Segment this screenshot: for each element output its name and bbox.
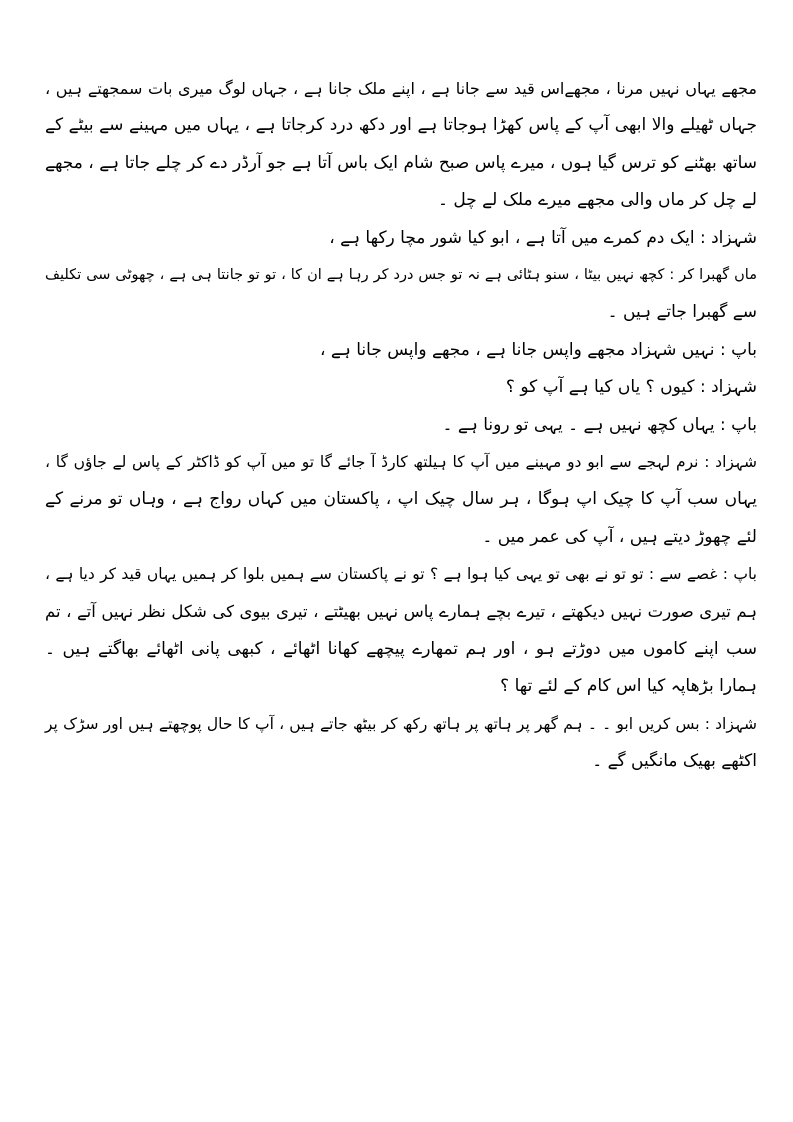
text-line-7: سے گھبرا جاتے ہیں ۔ [607,302,757,323]
text-line-9: شہزاد : کیوں ؟ یاں کیا ہے آپ کو ؟ [505,377,757,398]
text-line-6: ماں گھبرا کر : کچھ نہیں بیٹا ، سنو ہٹائی ہے نہ تو جس درد کر رہا ہے ان کا ، تو تو جانتا ہی ہے ، چھوٹی سی تکلیف [45,266,757,283]
text-line-12: یہاں سب آپ کا چیک اپ ہوگا ، ہر سال چیک اپ ، پاکستان میں کہاں رواج ہے ، وہاں تو مرنے کے [45,489,757,510]
text-line-1: مجھے یہاں نہیں مرنا ، مجھےاس قید سے جانا ہے ، اپنے ملک جانا ہے ، جہاں لوگ میری بات سمجھتے ہیں ، [45,79,757,98]
text-line-13: لئے چھوڑ دیتے ہیں ، آپ کی عمر میں ۔ [482,526,757,547]
text-line-17: ہمارا بڑھاپہ کیا اس کام کے لئے تھا ؟ [500,676,757,697]
text-line-16: سب اپنے کاموں میں دوڑتے ہو ، اور ہم تمھارے پیچھے کھانا اٹھائے ، کبھی پانی اٹھائے بھاگتے ہیں ۔ [45,638,757,659]
text-line-10: باپ : یہاں کچھ نہیں ہے ۔ یہی تو رونا ہے ۔ [442,414,757,435]
text-line-4: لے چل کر ماں والی مجھے میرے ملک لے چل ۔ [438,190,757,211]
text-line-8: باپ : نہیں شہزاد مجھے واپس جانا ہے ، مجھے واپس جانا ہے ، [320,339,757,360]
text-line-2: جہاں ٹھیلے والا ابھی آپ کے پاس کھڑا ہوجاتا ہے اور دکھ درد کرجاتا ہے ، یہاں میں مہینے سے بیٹے کے [45,115,757,136]
text-line-11: شہزاد : نرم لہجے سے ابو دو مہینے میں آپ کا ہیلتھ کارڈ آ جائے گا تو میں آپ کو ڈاکٹر کے پاس لے جاؤں گا ، [45,452,757,471]
text-line-14: باپ : غصے سے : تو تو نے بھی تو یہی کیا ہوا ہے ؟ تو نے پاکستان سے ہمیں بلوا کر ہمیں یہاں قید کر دیا ہے ، [45,565,757,584]
text-line-3: ساتھ بھٹنے کو ترس گیا ہوں ، میرے پاس صبح شام ایک باس آتا ہے جو آرڈر دے کر چلے جاتا ہے ، مجھے [45,152,757,173]
text-line-5: شہزاد : ایک دم کمرے میں آتا ہے ، ابو کیا شور مچا رکھا ہے ، [329,227,757,248]
text-line-18: شہزاد : بس کریں ابو ۔ ۔ ہم گھر پر ہاتھ پر ہاتھ رکھ کر بیٹھ جاتے ہیں ، آپ کا حال پوچھتے ہیں اور سڑک پر [45,714,757,733]
document-page [45,70,757,780]
text-line-19: اکٹھے بھیک مانگیں گے ۔ [592,751,757,772]
text-line-15: ہم تیری صورت نہیں دیکھتے ، تیرے بچے ہمارے پاس نہیں بھیٹتے ، تیری بیوی کی شکل نظر نہیں آتے ، تم [45,602,757,622]
